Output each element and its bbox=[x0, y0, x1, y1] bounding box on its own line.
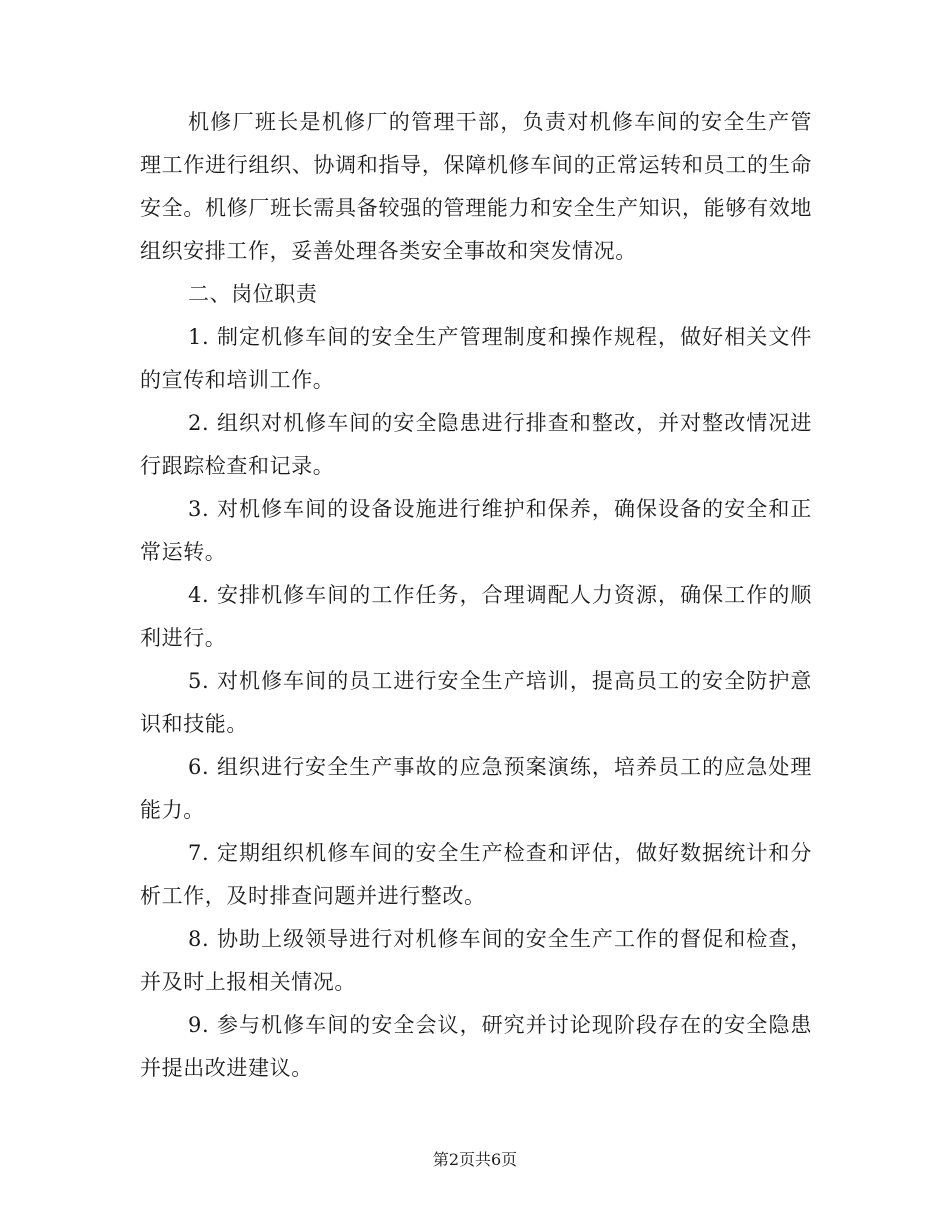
duty-item-7: 7. 定期组织机修车间的安全生产检查和评估，做好数据统计和分析工作，及时排查问题并进行整改。 bbox=[140, 841, 812, 908]
duty-item-6: 6. 组织进行安全生产事故的应急预案演练，培养员工的应急处理能力。 bbox=[140, 755, 812, 822]
duty-item-5: 5. 对机修车间的员工进行安全生产培训，提高员工的安全防护意识和技能。 bbox=[140, 669, 812, 736]
duty-item-1: 1. 制定机修车间的安全生产管理制度和操作规程，做好相关文件的宣传和培训工作。 bbox=[140, 325, 812, 392]
duty-item-8: 8. 协助上级领导进行对机修车间的安全生产工作的督促和检查，并及时上报相关情况。 bbox=[140, 927, 812, 994]
duty-item-3: 3. 对机修车间的设备设施进行维护和保养，确保设备的安全和正常运转。 bbox=[140, 497, 812, 564]
intro-paragraph: 机修厂班长是机修厂的管理干部，负责对机修车间的安全生产管理工作进行组织、协调和指导，保障机修车间的正常运转和员工的生命安全。机修厂班长需具备较强的管理能力和安全生产知识，能够有效地组织安排工作，妥善处理各类安全事故和突发情况。 bbox=[140, 110, 812, 263]
section-heading-duties: 二、岗位职责 bbox=[188, 282, 318, 306]
page-number-footer: 第2页共6页 bbox=[432, 1150, 518, 1169]
duty-item-2: 2. 组织对机修车间的安全隐患进行排查和整改，并对整改情况进行跟踪检查和记录。 bbox=[140, 411, 812, 478]
duty-item-9: 9. 参与机修车间的安全会议，研究并讨论现阶段存在的安全隐患并提出改进建议。 bbox=[140, 1013, 812, 1080]
duty-item-4: 4. 安排机修车间的工作任务，合理调配人力资源，确保工作的顺利进行。 bbox=[140, 583, 812, 650]
document-body bbox=[140, 101, 812, 1090]
